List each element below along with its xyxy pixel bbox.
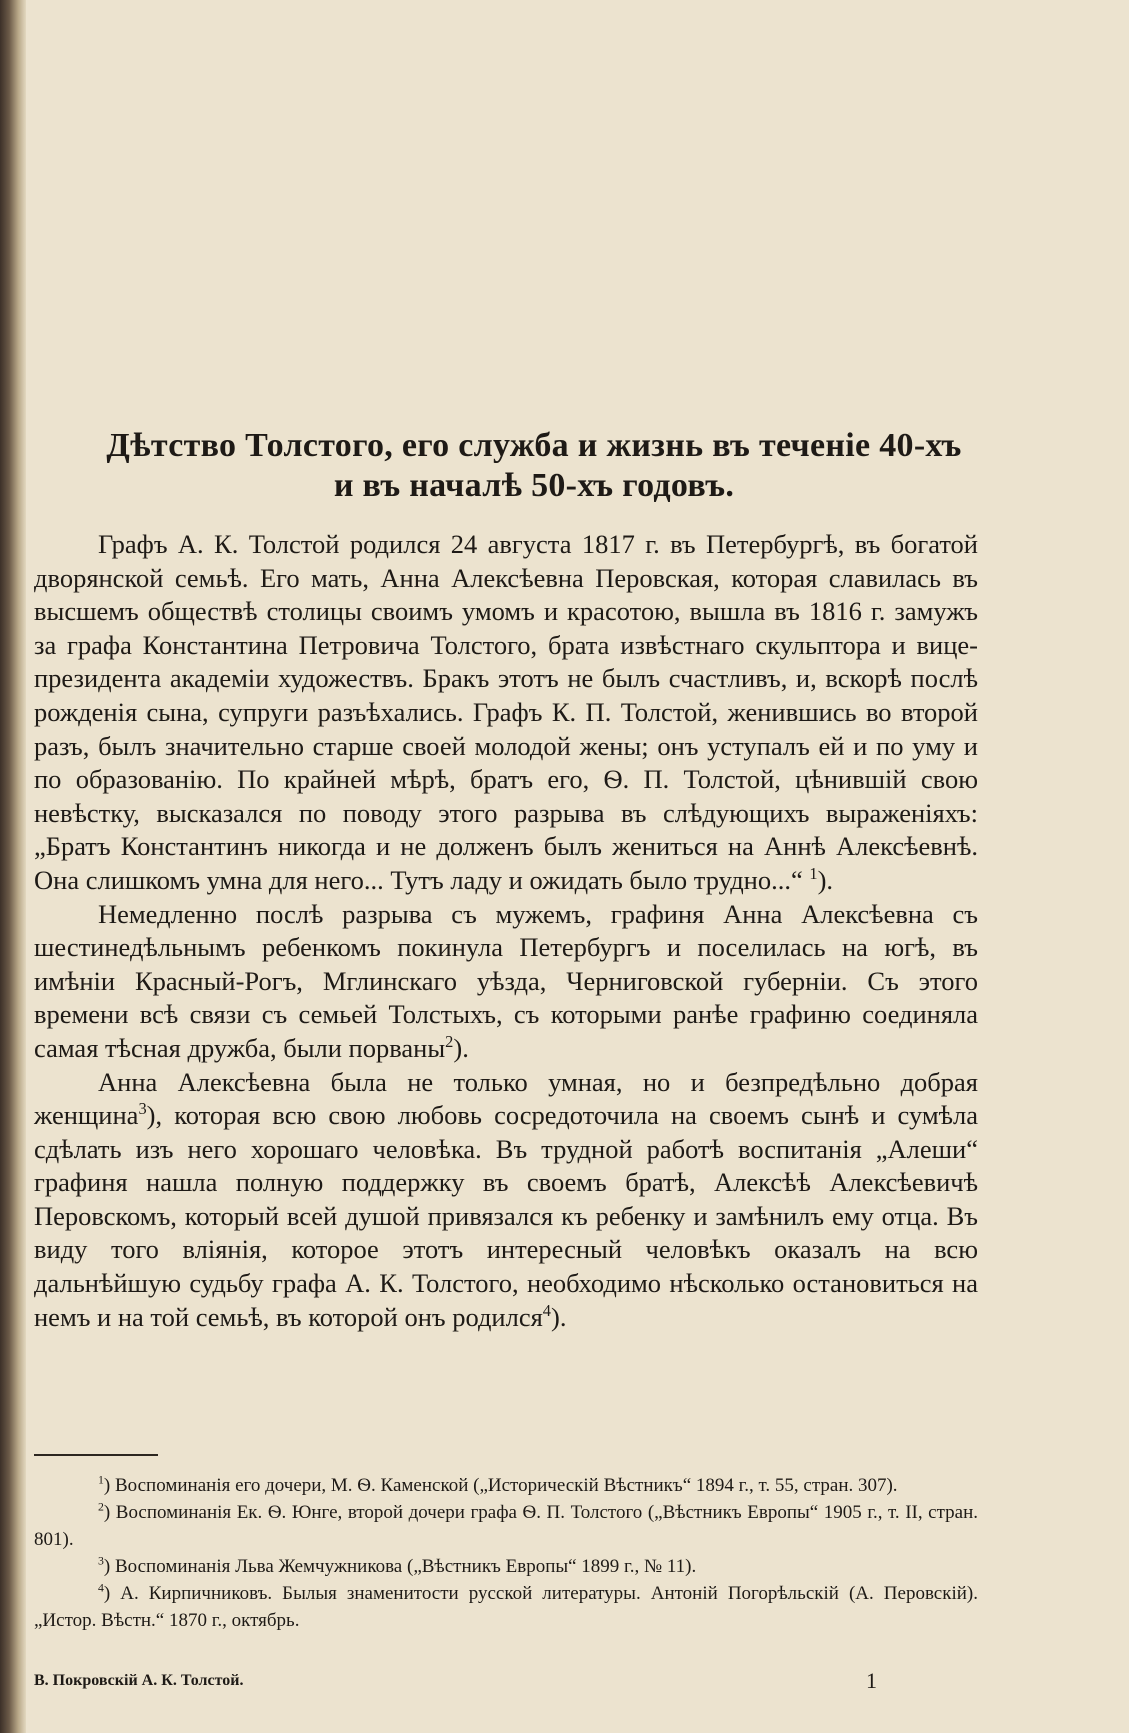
footnote-item: $^3$) Воспоминанія Льва Жемчужникова („Вѣстникъ Европы“ 1899 г., № 11). [98,1554,697,1577]
paragraph: Немедленно послѣ разрыва съ мужемъ, графиня Анна Алексѣевна съ шестинедѣльнымъ ребенкомъ покинула Петербургъ и поселилась на югѣ, въ имѣніи Красный-Рогъ, Мглинскаго уѣзда, Черниговской губерніи. Съ этого времени всѣ связи съ семьей Толстыхъ, съ которыми ранѣе графиню соединяла самая тѣсная дружба, были порваны$^2$). [34,898,978,1063]
footnote-ref: 2 [445,1032,454,1052]
book-page [34,0,1104,1733]
chapter-title-line-2: и въ началѣ 50-хъ годовъ. [333,467,735,504]
footnote-item: $^2$) Воспоминанія Ек. Ѳ. Юнге, второй дочери графа Ѳ. П. Толстого („Вѣстникъ Европы“ 1905 г., т. II, стран. 801). [34,1500,978,1550]
printer-signature: В. Покровскій А. К. Толстой. [34,1672,244,1689]
footnote-item: $^4$) А. Кирпичниковъ. Былыя знаменитости русской литературы. Антоній Погорѣльскій (А. Перовскій). „Истор. Вѣстн.“ 1870 г., октябрь. [34,1581,978,1631]
chapter-title-line-1: Дѣтство Толстого, его служба и жизнь въ теченіе 40-хъ [106,427,962,464]
paragraph: Графъ А. К. Толстой родился 24 августа 1817 г. въ Петербургѣ, въ богатой дворянской семьѣ. Его мать, Анна Алексѣевна Перовская, которая славилась въ высшемъ обществѣ столицы своимъ умомъ и красотою, вышла въ 1816 г. замужъ за графа Константина Петровича Толстого, брата извѣстнаго скульптора и вице-президента академіи художествъ. Бракъ этотъ не былъ счастливъ, и, вскорѣ послѣ рожденія сына, супруги разъѣхались. Графъ К. П. Толстой, женившись во второй разъ, былъ значительно старше своей молодой жены; онъ уступалъ ей и по уму и по образованію. По крайней мѣрѣ, братъ его, Ѳ. П. Толстой, цѣнившій свою невѣстку, высказался по поводу этого разрыва въ слѣдующихъ выраженіяхъ: „Братъ Константинъ никогда и не долженъ былъ жениться на Аннѣ Алексѣевнѣ. Она слишкомъ умна для него... Тутъ ладу и ожидать было трудно...“ $^1$). [34,529,978,895]
paragraph: Анна Алексѣевна была не только умная, но и безпредѣльно добрая женщина$^3$), которая всю свою любовь сосредоточила на своемъ сынѣ и сумѣла сдѣлать изъ него хорошаго человѣка. Въ трудной работѣ воспитанія „Алеши“ графиня нашла полную поддержку въ своемъ братѣ, Алексѣѣ Алексѣевичѣ Перовскомъ, который всей душой привязался къ ребенку и замѣнилъ ему отца. Въ виду того вліянія, которое этотъ интересный человѣкъ оказалъ на всю дальнѣйшую судьбу графа А. К. Толстого, необходимо нѣсколько остановиться на немъ и на той семьѣ, въ которой онъ родился$^4$). [34,1066,978,1332]
footnote-divider [34,1454,158,1456]
footnote-ref: 1 [809,864,818,884]
footnotes [34,1472,978,1634]
chapter-title [34,426,1034,506]
body-text [34,528,978,1334]
footnote-item: $^1$) Воспоминанія его дочери, М. Ѳ. Каменской („Историческій Вѣстникъ“ 1894 г., т. 55, стран. 307). [98,1473,898,1496]
page-number: 1 [866,1668,877,1693]
page-footer [34,1668,978,1694]
footnote-ref: 3 [138,1099,147,1119]
book-spine-shadow [0,0,26,1733]
footnote-ref: 4 [542,1300,551,1320]
